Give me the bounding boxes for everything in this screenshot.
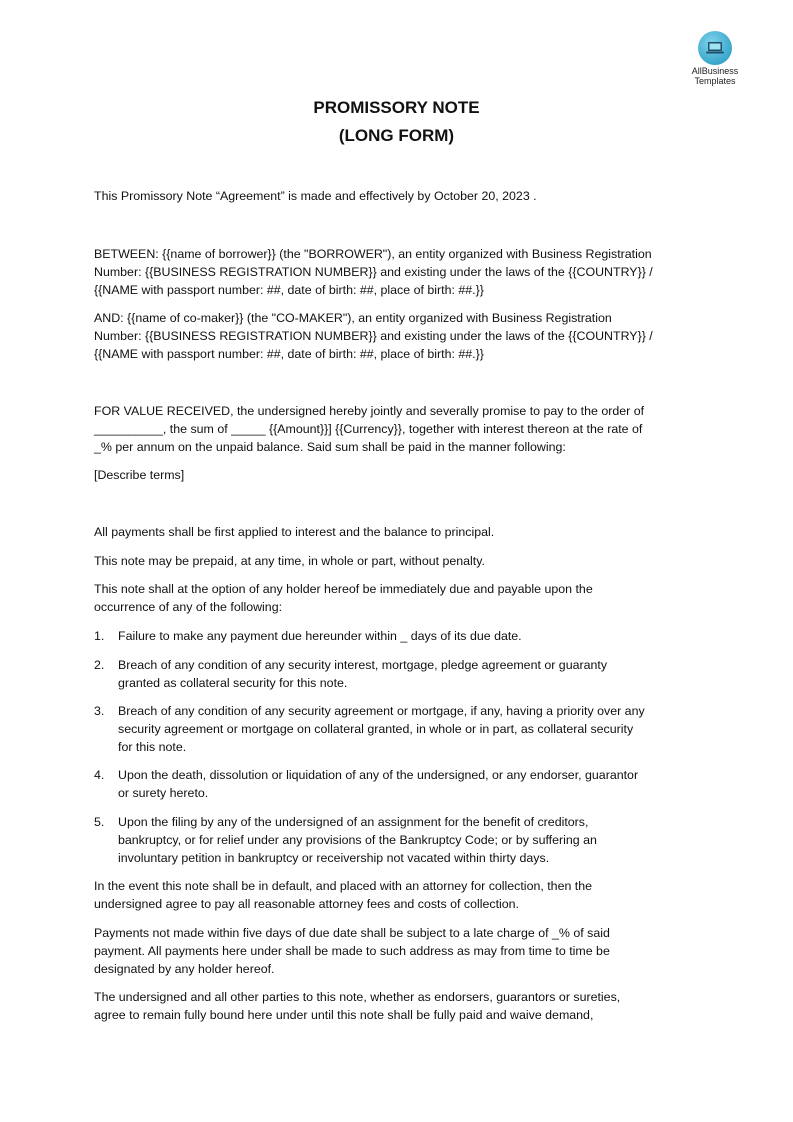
option-paragraph: This note shall at the option of any holder hereof be immediately due and payable upon the occurrence of any of the following: bbox=[94, 582, 593, 614]
allbusiness-logo bbox=[686, 31, 744, 86]
intro-paragraph: This Promissory Note “Agreement” is made and effectively by October 20, 2023 . bbox=[94, 189, 537, 203]
parties-paragraph: The undersigned and all other parties to this note, whether as endorsers, guarantors or sureties, agree to remain fully bound here under until this note shall be fully paid and waive demand, bbox=[94, 990, 621, 1022]
list-item: Failure to make any payment due hereunder within _ days of its due date. bbox=[118, 629, 522, 643]
document-subtitle: (LONG FORM) bbox=[338, 126, 455, 145]
list-item-number: 4. bbox=[94, 768, 105, 782]
default-paragraph: In the event this note shall be in default, and placed with an attorney for collection, then the undersigned agree to pay all reasonable attorney fees and costs of collection. bbox=[94, 879, 593, 911]
document-title: PROMISSORY NOTE bbox=[313, 98, 480, 117]
payments-applied-paragraph: All payments shall be first applied to interest and the balance to principal. bbox=[94, 525, 495, 539]
describe-terms: [Describe terms] bbox=[94, 468, 185, 482]
between-paragraph: BETWEEN: {{name of borrower}} (the "BORROWER"), an entity organized with Business Registration Number: {{BUSINESS REGISTRATION NUMBER}} and existing under the laws of the {{COUNTRY}} / {{NAME with passport number: ##, date of birth: ##, place of birth: ##.}} bbox=[94, 247, 653, 297]
list-item-number: 1. bbox=[94, 629, 105, 643]
list-item: Breach of any condition of any security interest, mortgage, pledge agreement or guaranty granted as collateral security for this note. bbox=[118, 658, 608, 690]
logo-text: AllBusiness Templates bbox=[691, 66, 739, 86]
list-item: Upon the filing by any of the undersigned of an assignment for the benefit of creditors, bankruptcy, or for relief under any provisions of the Bankruptcy Code; or by suffering an involuntary petition in bankruptcy or receivership not vacated within thirty days. bbox=[118, 815, 597, 865]
value-received-paragraph: FOR VALUE RECEIVED, the undersigned hereby jointly and severally promise to pay to the order of __________, the sum of _____ {{Amount}}] {{Currency}}, together with interest thereon at the rate of _% per annum on the unpaid balance. Said sum shall be paid in the manner following: bbox=[94, 404, 645, 454]
list-item: Upon the death, dissolution or liquidation of any of the undersigned, or any endorser, guarantor or surety hereto. bbox=[118, 768, 639, 800]
list-item-number: 3. bbox=[94, 704, 105, 718]
list-item-number: 5. bbox=[94, 815, 105, 829]
laptop-icon bbox=[698, 31, 732, 65]
list-item: Breach of any condition of any security agreement or mortgage, if any, having a priority over any security agreement or mortgage on collateral granted, in whole or in part, as collateral security for this note. bbox=[118, 704, 645, 754]
list-item-number: 2. bbox=[94, 658, 105, 672]
prepaid-paragraph: This note may be prepaid, at any time, in whole or part, without penalty. bbox=[94, 554, 485, 568]
late-charge-paragraph: Payments not made within five days of due date shall be subject to a late charge of _% of said payment. All payments here under shall be made to such address as may from time to time be designated by any holder hereof. bbox=[94, 926, 610, 976]
and-paragraph: AND: {{name of co-maker}} (the "CO-MAKER"), an entity organized with Business Registration Number: {{BUSINESS REGISTRATION NUMBER}} and existing under the laws of the {{COUNTRY}} / {{NAME with passport number: ##, date of birth: ##, place of birth: ##.}} bbox=[94, 311, 653, 361]
